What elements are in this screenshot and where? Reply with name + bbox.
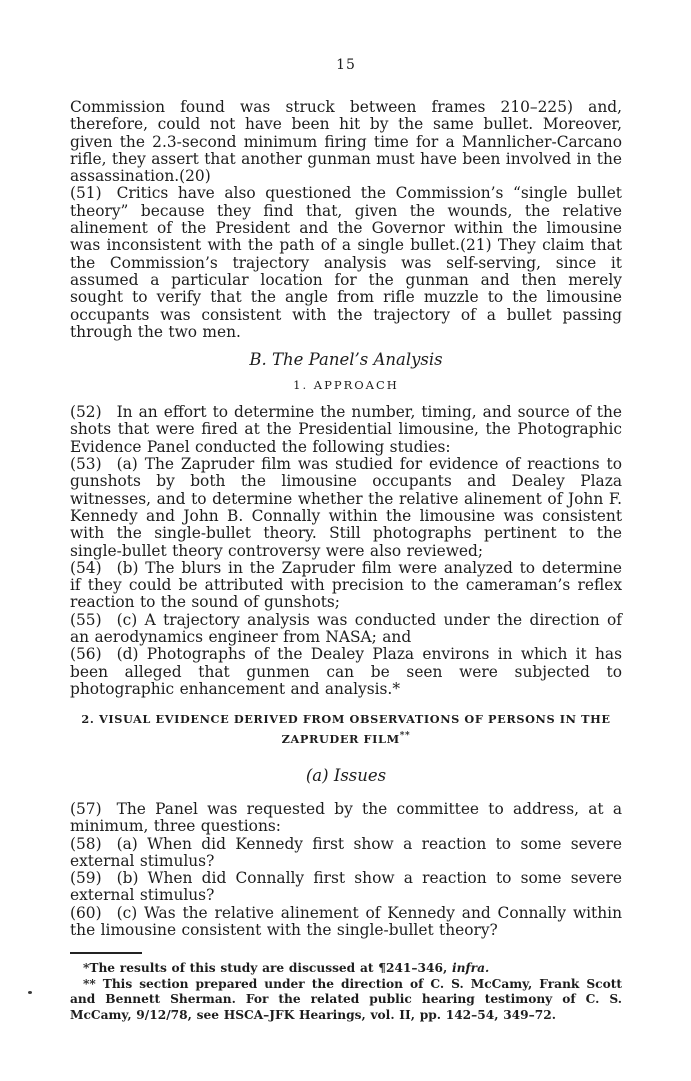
subsection-heading-approach: 1. APPROACH [293, 378, 399, 393]
paragraph-59 [70, 870, 622, 905]
paragraph-number: (55) [70, 610, 102, 629]
paragraph-text: The Panel was requested by the committee to address, at a minimum, three questions: [70, 799, 622, 836]
paragraph-number: (54) [70, 558, 102, 577]
paragraph-number: (57) [70, 799, 102, 818]
paragraph-60 [70, 905, 622, 940]
paragraph-text: (b) When did Connally first show a reaction to some severe external stimulus? [70, 869, 622, 905]
paragraph-number: (56) [70, 645, 102, 664]
paragraph-text: (c) Was the relative alinement of Kennedy and Connally within the limousine consistent with the single-bullet theory? [70, 903, 622, 940]
footnote-2: ** This section prepared under the direction of C. S. McCamy, Frank Scott and Bennett Sherman. For the related public hearing testimony of C. S. McCamy, 9/12/78, see HSCA–JFK Hearings, vol. II, pp. 142–54, 349–72. [70, 976, 622, 1022]
paragraph-55 [70, 612, 622, 647]
footnote-text: *The results of this study are discussed at ¶241–346, [83, 961, 452, 976]
footnote-rule [70, 952, 142, 954]
heading-line-1: 2. VISUAL EVIDENCE DERIVED FROM OBSERVATIONS OF PERSONS IN THE [81, 712, 611, 727]
paragraph-number: (52) [70, 403, 102, 422]
section-heading-panels-analysis: B. The Panel’s Analysis [249, 350, 443, 370]
footnote-marker-double-asterisk: ** [399, 730, 411, 741]
paragraph-continuation [70, 99, 622, 185]
footnote-1 [70, 961, 622, 976]
paragraph-text: (c) A trajectory analysis was conducted under the direction of an aerodynamics engineer from NASA; and [70, 610, 622, 647]
paragraph-number: (59) [70, 869, 102, 888]
paragraph-number: (51) [70, 184, 102, 203]
paragraph-text: Critics have also questioned the Commission’s “single bullet theory” because they find that, given the wounds, the relative alinement of the President and the Governor within the limousine was inconsistent with the path of a single bullet.(21) They claim that the Commission’s trajectory analysis was self-serving, since it assumed a particular location for the gunman and then merely sought to verify that the angle from rifle muzzle to the limousine occupants was consistent with the trajectory of a bullet passing through the two men. [70, 184, 622, 341]
paragraph-56 [70, 646, 622, 698]
paragraph-58 [70, 836, 622, 871]
paragraph-53 [70, 456, 622, 560]
paragraph-51 [70, 185, 622, 341]
paragraph-54 [70, 560, 622, 612]
paragraph-57 [70, 801, 622, 836]
scan-artifact-dot [28, 991, 32, 994]
paragraph-text: (d) Photographs of the Dealey Plaza environs in which it has been alleged that gunmen can be seen were subjected to photographic enhancement and analysis.* [70, 645, 622, 698]
paragraph-text: (a) When did Kennedy first show a reaction to some severe external stimulus? [70, 834, 622, 870]
subsection-heading-visual-evidence [70, 711, 622, 747]
paragraph-text: (a) The Zapruder film was studied for evidence of reactions to gunshots by both the limousine occupants and Dealey Plaza witnesses, and to determine whether the relative alinement of John F. Kennedy and John B. Connally within the limousine was consistent with the single-bullet theory. Still photographs pertinent to the single-bullet theory controversy were also reviewed; [70, 455, 622, 560]
paragraph-52 [70, 404, 622, 456]
page-content [70, 58, 622, 1023]
heading-line-2: ZAPRUDER FILM [281, 731, 400, 746]
paragraph-text: Commission found was struck between frames 210–225) and, therefore, could not have been hit by the same bullet. Moreover, given the 2.3-second minimum firing time for a Mannlicher-Carcano rifle, they assert that another gunman must have been involved in the assassination.(20) [70, 98, 622, 186]
paragraph-number: (58) [70, 834, 102, 853]
page-number: 15 [336, 57, 356, 73]
paragraph-number: (60) [70, 903, 102, 922]
paragraph-text: (b) The blurs in the Zapruder film were analyzed to determine if they could be attributed with precision to the cameraman’s reflex reaction to the sound of gunshots; [70, 558, 622, 612]
subsection-heading-issues: (a) Issues [305, 765, 387, 785]
footnotes [70, 961, 622, 1023]
footnote-italic-infra: infra. [451, 961, 490, 976]
paragraph-number: (53) [70, 455, 102, 474]
paragraph-text: In an effort to determine the number, timing, and source of the shots that were fired at the Presidential limousine, the Photographic Evidence Panel conducted the following studies: [70, 403, 622, 456]
